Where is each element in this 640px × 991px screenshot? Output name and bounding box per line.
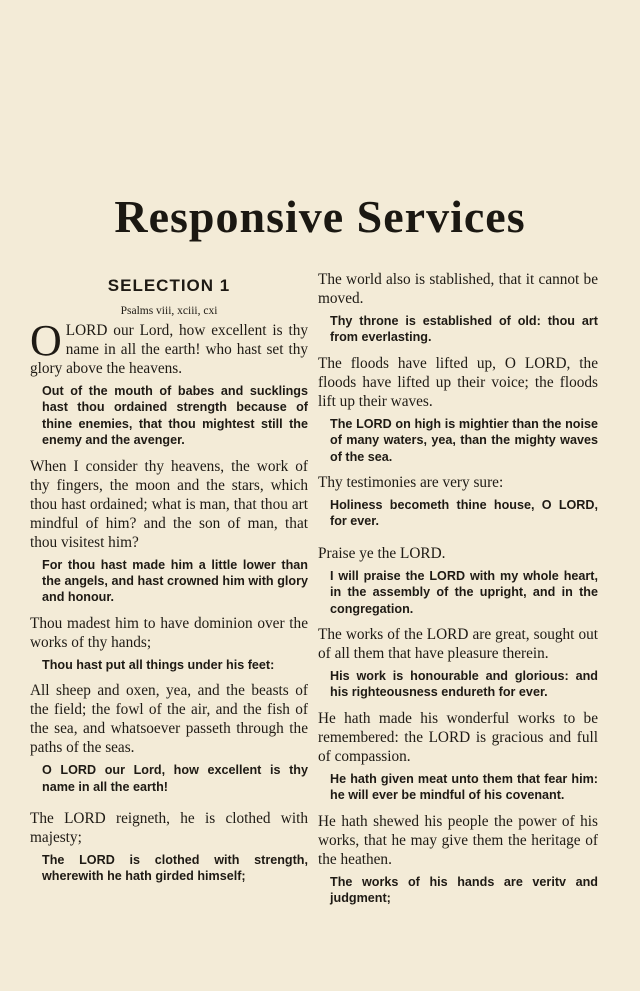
reading-people: O LORD our Lord, how excellent is thy name in all the earth!: [42, 763, 308, 794]
reading-minister: Thy testimonies are very sure:: [318, 474, 504, 492]
reading-minister: The world also is stablished, that it cannot be moved.: [318, 271, 598, 307]
reading-minister: Praise ye the LORD.: [318, 544, 446, 562]
reading-minister: When I consider thy heavens, the work of thy fingers, the moon and the stars, which thou hast ordained; what is man, that thou art mindful of him? and the son of man, that thou visitest him?: [30, 457, 308, 551]
reading-minister: All sheep and oxen, yea, and the beasts of the field; the fowl of the air, and the fish of the sea, and whatsoever passeth through the paths of the seas.: [30, 682, 308, 757]
reading-minister: He hath shewed his people the power of his works, that he may give them the heritage of the heathen.: [318, 812, 598, 868]
reading-people: The LORD is clothed with strength, wherewith he hath girded himself;: [42, 853, 308, 884]
reading-minister: Thou madest him to have dominion over the works of thy hands;: [30, 614, 308, 651]
reading-people: The LORD on high is mightier than the noise of many waters, yea, than the mighty waves of the sea.: [330, 416, 598, 464]
reading-minister: He hath made his wonderful works to be remembered: the LORD is gracious and full of compassion.: [318, 709, 598, 765]
drop-cap: O: [30, 316, 62, 365]
reading-minister: [30, 316, 308, 378]
selection-psalms: Psalms viii, xciii, cxi: [120, 305, 218, 317]
reading-people: Thy throne is established of old: thou art from everlasting.: [330, 314, 598, 345]
reading-people: His work is honourable and glorious: and his righteousness endureth for ever.: [330, 669, 598, 700]
reading-people: Holiness becometh thine house, O LORD, for ever.: [330, 498, 598, 529]
right-column: [318, 270, 598, 915]
page-heading: Responsive Services: [114, 191, 526, 242]
reading-minister: The LORD reigneth, he is clothed with majesty;: [30, 810, 308, 847]
reading-people: He hath given meat unto them that fear him: he will ever be mindful of his covenant.: [330, 771, 598, 803]
reading-people: I will praise the LORD with my whole heart, in the assembly of the upright, and in the congregation.: [330, 568, 598, 616]
reading-minister: The works of the LORD are great, sought out of all them that have pleasure therein.: [318, 626, 598, 663]
reading-people: Thou hast put all things under his feet:: [42, 657, 275, 672]
reading-minister-text: LORD our Lord, how excellent is thy name in all the earth! who hast set thy glory above the heavens.: [30, 322, 308, 377]
selection-title: SELECTION 1: [107, 276, 231, 295]
reading-people: For thou hast made him a little lower than the angels, and hast crowned him with glory and honour.: [42, 557, 308, 605]
reading-minister: The floods have lifted up, O LORD, the floods have lifted up their voice; the floods lift up their waves.: [318, 354, 598, 410]
reading-people: Out of the mouth of babes and sucklings hast thou ordained strength because of thine enemies, that thou mightest still the enemy and the avenger.: [42, 384, 308, 448]
left-column: [30, 270, 308, 893]
reading-people: The works of his hands are veritv and judgment;: [330, 874, 598, 906]
